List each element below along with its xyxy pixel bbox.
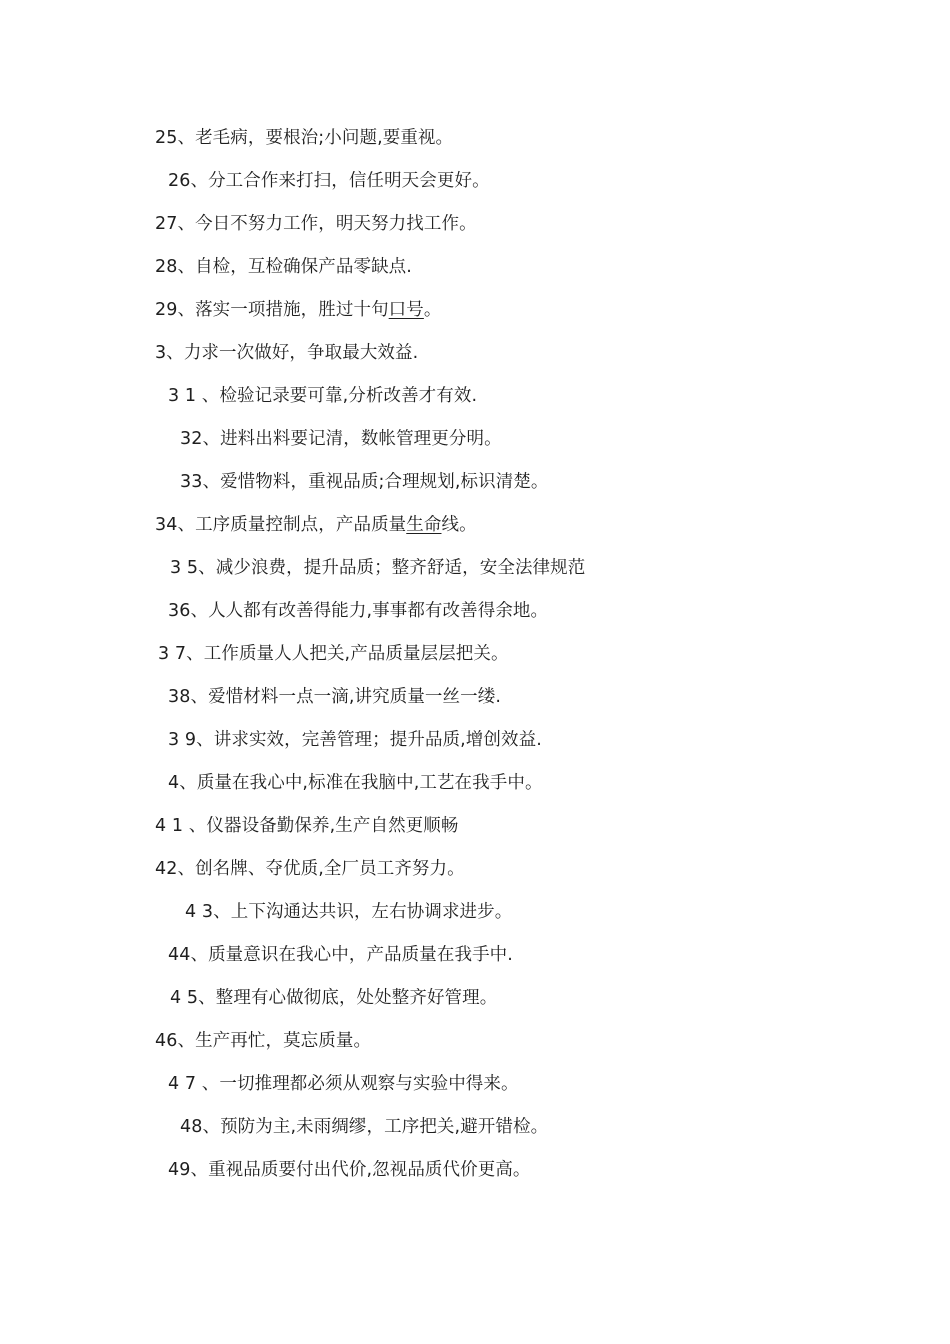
slogan-text: 。 <box>423 300 442 320</box>
slogan-item <box>0 124 950 167</box>
slogan-number: 25 <box>155 128 178 148</box>
slogan-number: 4 3 <box>185 902 214 922</box>
slogan-item <box>0 1156 950 1199</box>
slogan-underlined-text: 口号 <box>388 300 424 320</box>
slogan-item <box>0 1113 950 1156</box>
slogan-item <box>0 1070 950 1113</box>
slogan-text: 、检验记录要可靠,分析改善才有效. <box>196 386 478 406</box>
slogan-text: 、爱惜材料一点一滴,讲究质量一丝一缕. <box>190 687 501 707</box>
slogan-item <box>0 339 950 382</box>
slogan-number: 26 <box>168 171 191 191</box>
slogan-number: 33 <box>180 472 203 492</box>
slogan-number: 4 <box>168 773 180 793</box>
slogan-text: 、爱惜物料，重视品质;合理规划,标识清楚。 <box>202 472 549 492</box>
slogan-text: 、人人都有改善得能力,事事都有改善得余地。 <box>190 601 549 621</box>
slogan-number: 42 <box>155 859 178 879</box>
slogan-item <box>0 468 950 511</box>
slogan-text: 、上下沟通达共识，左右协调求进步。 <box>213 902 513 922</box>
slogan-number: 36 <box>168 601 191 621</box>
slogan-number: 4 7 <box>168 1074 197 1094</box>
slogan-number: 3 5 <box>170 558 199 578</box>
slogan-number: 44 <box>168 945 191 965</box>
slogan-text: 、今日不努力工作，明天努力找工作。 <box>177 214 477 234</box>
slogan-item <box>0 984 950 1027</box>
slogan-item <box>0 683 950 726</box>
slogan-number: 27 <box>155 214 178 234</box>
slogan-item <box>0 769 950 812</box>
slogan-list <box>0 124 950 1199</box>
slogan-number: 4 5 <box>170 988 199 1008</box>
slogan-text: 、一切推理都必须从观察与实验中得来。 <box>196 1074 519 1094</box>
slogan-item <box>0 1027 950 1070</box>
slogan-item <box>0 597 950 640</box>
slogan-item <box>0 898 950 941</box>
slogan-number: 29 <box>155 300 178 320</box>
slogan-text: 、生产再忙，莫忘质量。 <box>177 1031 372 1051</box>
slogan-text: 、整理有心做彻底，处处整齐好管理。 <box>198 988 498 1008</box>
slogan-item <box>0 296 950 339</box>
slogan-item <box>0 210 950 253</box>
slogan-text: 、进料出料要记清，数帐管理更分明。 <box>202 429 502 449</box>
slogan-text: 、落实一项措施，胜过十句 <box>177 300 389 320</box>
slogan-item <box>0 941 950 984</box>
slogan-text: 、质量意识在我心中，产品质量在我手中. <box>190 945 513 965</box>
slogan-number: 49 <box>168 1160 191 1180</box>
slogan-text: 、工作质量人人把关,产品质量层层把关。 <box>186 644 509 664</box>
slogan-item <box>0 253 950 296</box>
slogan-item <box>0 726 950 769</box>
slogan-number: 38 <box>168 687 191 707</box>
slogan-item <box>0 855 950 898</box>
slogan-text: 、创名牌、夺优质,全厂员工齐努力。 <box>177 859 465 879</box>
slogan-number: 3 1 <box>168 386 197 406</box>
slogan-number: 3 7 <box>158 644 187 664</box>
slogan-item <box>0 511 950 554</box>
slogan-number: 3 9 <box>168 730 197 750</box>
slogan-text: 、仪器设备勤保养,生产自然更顺畅 <box>183 816 459 836</box>
slogan-text: 、预防为主,未雨绸缪，工序把关,避开错检。 <box>202 1117 549 1137</box>
slogan-item <box>0 425 950 468</box>
slogan-text: 、重视品质要付出代价,忽视品质代价更高。 <box>190 1160 531 1180</box>
slogan-number: 28 <box>155 257 178 277</box>
slogan-text: 、讲求实效，完善管理；提升品质,增创效益. <box>196 730 542 750</box>
slogan-item <box>0 382 950 425</box>
slogan-number: 48 <box>180 1117 203 1137</box>
slogan-item <box>0 812 950 855</box>
slogan-text: 、分工合作来打扫，信任明天会更好。 <box>190 171 490 191</box>
slogan-text: 、减少浪费，提升品质；整齐舒适，安全法律规范 <box>198 558 586 578</box>
slogan-number: 46 <box>155 1031 178 1051</box>
slogan-item <box>0 167 950 210</box>
slogan-item <box>0 554 950 597</box>
slogan-text: 线。 <box>441 515 477 535</box>
slogan-text: 、老毛病，要根治;小问题,要重视。 <box>177 128 454 148</box>
slogan-text: 、力求一次做好，争取最大效益. <box>166 343 419 363</box>
slogan-text: 、自检，互检确保产品零缺点. <box>177 257 412 277</box>
slogan-underlined-text: 生命 <box>406 515 442 535</box>
slogan-number: 4 1 <box>155 816 184 836</box>
slogan-text: 、质量在我心中,标准在我脑中,工艺在我手中。 <box>179 773 543 793</box>
slogan-number: 3 <box>155 343 167 363</box>
slogan-item <box>0 640 950 683</box>
slogan-text: 、工序质量控制点，产品质量 <box>177 515 407 535</box>
slogan-number: 32 <box>180 429 203 449</box>
slogan-number: 34 <box>155 515 178 535</box>
